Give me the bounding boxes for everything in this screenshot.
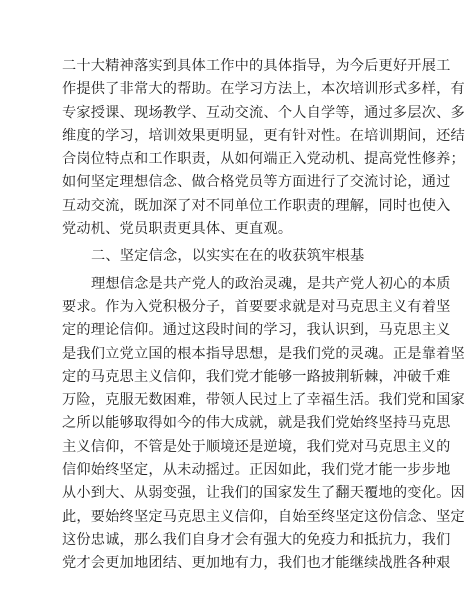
document-body <box>62 55 465 576</box>
paragraph-2-line: 定的理论信仰。通过这段时间的学习，我认识到，马克思主义 <box>62 322 451 339</box>
paragraph-1-line: 二十大精神落实到具体工作中的具体指导，为今后更好开展工 <box>62 58 451 74</box>
paragraph-1-line: 党动机、党员职责更具体、更直观。 <box>62 221 293 238</box>
paragraph-2-line: 此，要始终坚定马克思主义信仰，自始至终坚定这份信念、坚定 <box>62 508 465 525</box>
paragraph-1-line: 互动交流，既加深了对不同单位工作职责的理解，同时也使入 <box>62 197 451 214</box>
paragraph-2-line: 万险，克服无数困难，带领人民过上了幸福生活。我们党和国家 <box>62 392 465 409</box>
paragraph-2-line: 从小到大、从弱变强，让我们的国家发生了翻天覆地的变化。因 <box>62 485 465 502</box>
section-heading: 二、坚定信念，以实实在在的收获筑牢根基 <box>91 248 365 265</box>
paragraph-2-line: 信仰始终坚定，从未动摇过。正因如此，我们党才能一步步地 <box>62 462 451 479</box>
paragraph-2-line: 这份忠诚，那么我们自身才会有强大的免疫力和抵抗力，我们 <box>62 531 451 548</box>
paragraph-1-line: 专家授课、现场教学、互动交流、个人自学等，通过多层次、多 <box>62 104 465 121</box>
paragraph-2-line: 党才会更加地团结、更加地有力，我们也才能继续战胜各种艰 <box>62 555 451 572</box>
paragraph-2-line: 要求。作为入党积极分子，首要要求就是对马克思主义有着坚 <box>62 298 451 315</box>
paragraph-2-line: 之所以能够取得如今的伟大成就，就是我们党始终坚持马克思 <box>62 415 451 432</box>
paragraph-2-line: 主义信仰，不管是处于顺境还是逆境，我们党对马克思主义的 <box>62 438 451 455</box>
paragraph-2-line: 定的马克思主义信仰，我们党才能够一路披荆斩棘，冲破千难 <box>62 368 451 385</box>
paragraph-1-line: 作提供了非常大的帮助。在学习方法上，本次培训形式多样，有 <box>62 81 465 98</box>
paragraph-2-line: 是我们立党立国的根本指导思想，是我们党的灵魂。正是靠着坚 <box>62 345 465 362</box>
paragraph-1-line: 如何坚定理想信念、做合格党员等方面进行了交流讨论，通过 <box>62 174 451 191</box>
paragraph-2-line: 理想信念是共产党人的政治灵魂，是共产党人初心的本质 <box>91 275 451 292</box>
paragraph-1-line: 合岗位特点和工作职责，从如何端正入党动机、提高党性修养； <box>62 151 465 168</box>
paragraph-1-line: 维度的学习，培训效果更明显，更有针对性。在培训期间，还结 <box>62 127 465 144</box>
